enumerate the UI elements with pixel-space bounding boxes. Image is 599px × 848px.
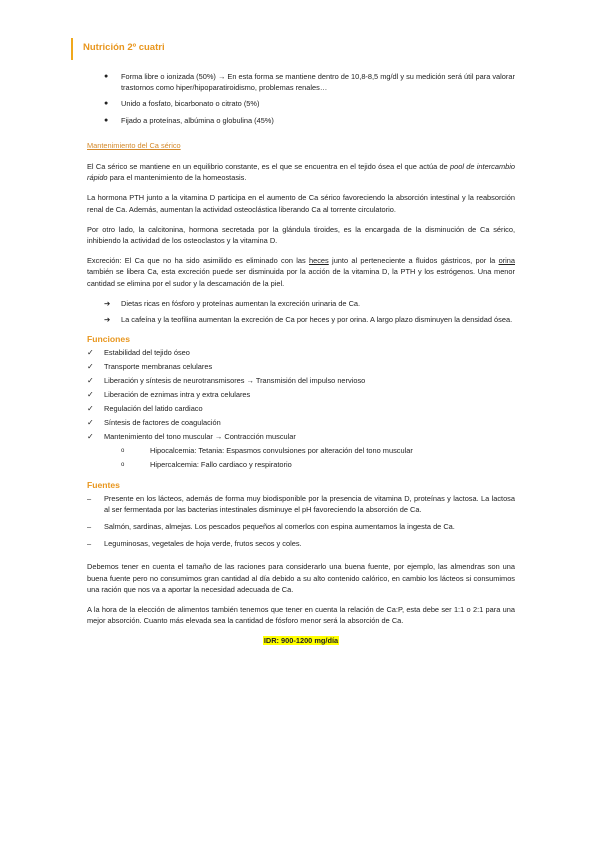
paragraph: La hormona PTH junto a la vitamina D participa en el aumento de Ca sérico favoreciendo la absorción intestinal y la reabsorción renal de Ca. Además, aumentan la actividad osteoclástica liberando Ca al torrente circulatorio. <box>87 193 515 214</box>
calcium-forms-list <box>87 71 515 126</box>
bullet-icon: ● <box>104 73 109 80</box>
list-item: – Leguminosas, vegetales de hoja verde, frutos secos y coles. <box>87 539 302 549</box>
checkmark-icon: ✓ <box>87 404 94 414</box>
calcemia-sublist <box>87 444 515 472</box>
paragraph: Debemos tener en cuenta el tamaño de las raciones para considerarlo una buena fuente, por ejemplo, las almendras son una buena fuente pero no consumimos gran cantidad al día debido a su alto contenido calórico, en cambio los lácteos si consumimos una ración que nos va a aportar la necesidad adecuada de Ca. <box>87 562 515 594</box>
paragraph: El Ca sérico se mantiene en un equilibrio constante, es el que se encuentra en el tejido ósea el que actúa de pool de intercambio rápido para el mantenimiento de la homeostasis. <box>87 162 515 183</box>
paragraph: Por otro lado, la calcitonina, hormona secretada por la glándula tiroides, es la encargada de la disminución de Ca sérico, inhibiendo la actividad de los osteoclastos y la vitamina D. <box>87 224 515 246</box>
header-accent-bar <box>71 38 73 60</box>
arrow-right-icon: ➔ <box>104 298 111 308</box>
list-item: ● Fijado a proteínas, albúmina o globulina (45%) <box>104 115 274 125</box>
bullet-icon: ● <box>104 116 109 124</box>
list-item: – Presente en los lácteos, además de forma muy biodisponible por la presencia de vitamina D, proteínas y lactosa. La lactosa al ser fermentada por las bacterias intestinales disminuye el pH favoreciendo la absorción de Ca. <box>87 493 515 514</box>
list-item: ➔ Dietas ricas en fósforo y proteínas aumentan la excreción urinaria de Ca. <box>104 298 361 308</box>
idr-line <box>87 635 515 646</box>
list-item: ✓ Síntesis de factores de coagulación <box>87 416 515 430</box>
checkmark-icon: ✓ <box>87 432 94 442</box>
list-item: ➔ La cafeína y la teofilina aumentan la excreción de Ca por heces y por orina. A largo plazo disminuyen la densidad ósea. <box>104 315 513 325</box>
sources-heading: Fuentes <box>87 480 120 491</box>
checkmark-icon: ✓ <box>87 390 94 400</box>
dash-bullet-icon: – <box>87 522 92 532</box>
paragraph: Excreción: El Ca que no ha sido asimilido es eliminado con las heces junto al perteneciente a fluidos gástricos, por la orina también se libera Ca, esta excreción puede ser disminuida por la acción de la vitamina D, la PTH y los estrógenos. Una menor cantidad se elimina por el sudor y la descamación de la piel. <box>87 256 515 288</box>
bullet-icon: ● <box>104 100 109 108</box>
functions-list <box>87 346 515 444</box>
document-body <box>87 71 515 647</box>
list-item: ✓ Estabilidad del tejido óseo <box>87 346 515 360</box>
list-item: ✓ Transporte membranas celulares <box>87 360 515 374</box>
idr-highlight: IDR: 900-1200 mg/día <box>263 636 339 646</box>
list-item: o Hipercalcemia: Fallo cardiaco y respiratorio <box>87 458 515 472</box>
header-title: Nutrición 2º cuatri <box>83 42 165 53</box>
list-item: ✓ Mantenimiento del tono muscular → Contracción muscular <box>87 430 515 444</box>
list-item: – Salmón, sardinas, almejas. Los pescados pequeños al comerlos con espina aumentamos la ingesta de Ca. <box>87 522 455 532</box>
arrow-right-icon: ➔ <box>104 315 111 325</box>
checkmark-icon: ✓ <box>87 376 94 386</box>
list-item: ✓ Liberación y síntesis de neurotransmisores → Transmisión del impulso nervioso <box>87 374 515 388</box>
list-item: o Hipocalcemia: Tetania: Espasmos convulsiones por alteración del tono muscular <box>87 444 515 458</box>
circle-bullet-icon: o <box>121 462 125 469</box>
dash-bullet-icon: – <box>87 539 92 549</box>
maintenance-heading: Mantenimiento del Ca sérico <box>87 140 181 150</box>
sources-list <box>87 493 515 550</box>
circle-bullet-icon: o <box>121 448 125 455</box>
functions-heading: Funciones <box>87 334 130 345</box>
list-item: ✓ Liberación de eznimas intra y extra celulares <box>87 388 515 402</box>
list-item: ● Forma libre o ionizada (50%) → En esta forma se mantiene dentro de 10,8-8,5 mg/dl y su medición será útil para valorar trastornos como hiper/hipoparatiroidismo, problemas renales… <box>104 72 515 93</box>
checkmark-icon: ✓ <box>87 362 94 372</box>
dash-bullet-icon: – <box>87 493 92 503</box>
excretion-arrow-list <box>87 298 515 325</box>
checkmark-icon: ✓ <box>87 418 94 428</box>
paragraph: A la hora de la elección de alimentos también tenemos que tener en cuenta la relación de Ca:P, esta debe ser 1:1 o 2:1 para una mejor absorción. Cuanto más elevada sea la cantidad de fósforo menor será la absorción de Ca. <box>87 605 515 626</box>
list-item: ● Unido a fosfato, bicarbonato o citrato (5%) <box>104 99 260 109</box>
checkmark-icon: ✓ <box>87 348 94 358</box>
list-item: ✓ Regulación del latido cardiaco <box>87 402 515 416</box>
